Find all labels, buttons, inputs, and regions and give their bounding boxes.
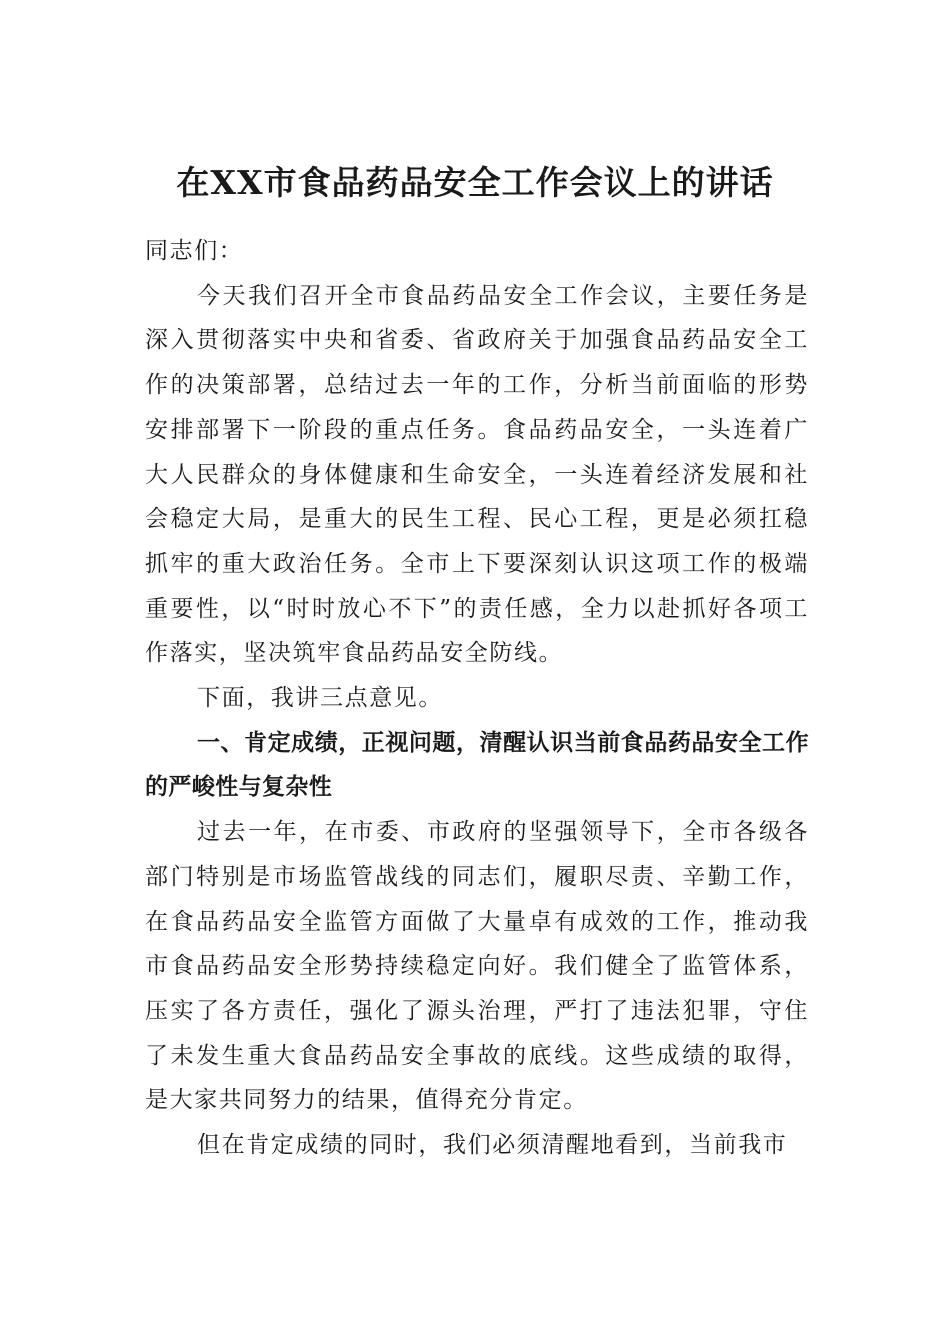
document-body [145,229,809,1168]
document-title: 在XX市食品药品安全工作会议上的讲话 [176,163,774,202]
outline-paragraph: 下面，我讲三点意见。 [197,685,443,712]
achievements-paragraph: 过去一年，在市委、市政府的坚强领导下，全市各级各部门特别是市场监管战线的同志们，履职尽责、辛勤工作，在食品药品安全监管方面做了大量卓有成效的工作，推动我市食品药品安全形势持续稳定向好。我们健全了监管体系，压实了各方责任，强化了源头治理，严打了违法犯罪，守住了未发生重大食品药品安全事故的底线。这些成绩的取得，是大家共同努力的结果，值得充分肯定。 [145,819,809,1114]
section-heading: 一、肯定成绩，正视问题，清醒认识当前食品药品安全工作的严峻性与复杂性 [145,729,809,801]
problems-paragraph: 但在肯定成绩的同时，我们必须清醒地看到，当前我市 [197,1132,788,1159]
salutation: 同志们： [145,238,244,264]
intro-paragraph: 今天我们召开全市食品药品安全工作会议，主要任务是深入贯彻落实中央和省委、省政府关于加强食品药品安全工作的决策部署，总结过去一年的工作，分析当前面临的形势安排部署下一阶段的重点任务。食品药品安全，一头连着广大人民群众的身体健康和生命安全，一头连着经济发展和社会稳定大局，是重大的民生工程、民心工程，更是必须扛稳抓牢的重大政治任务。全市上下要深刻认识这项工作的极端重要性，以“时时放心不下”的责任感，全力以赴抓好各项工作落实，坚决筑牢食品药品安全防线。 [145,282,809,667]
